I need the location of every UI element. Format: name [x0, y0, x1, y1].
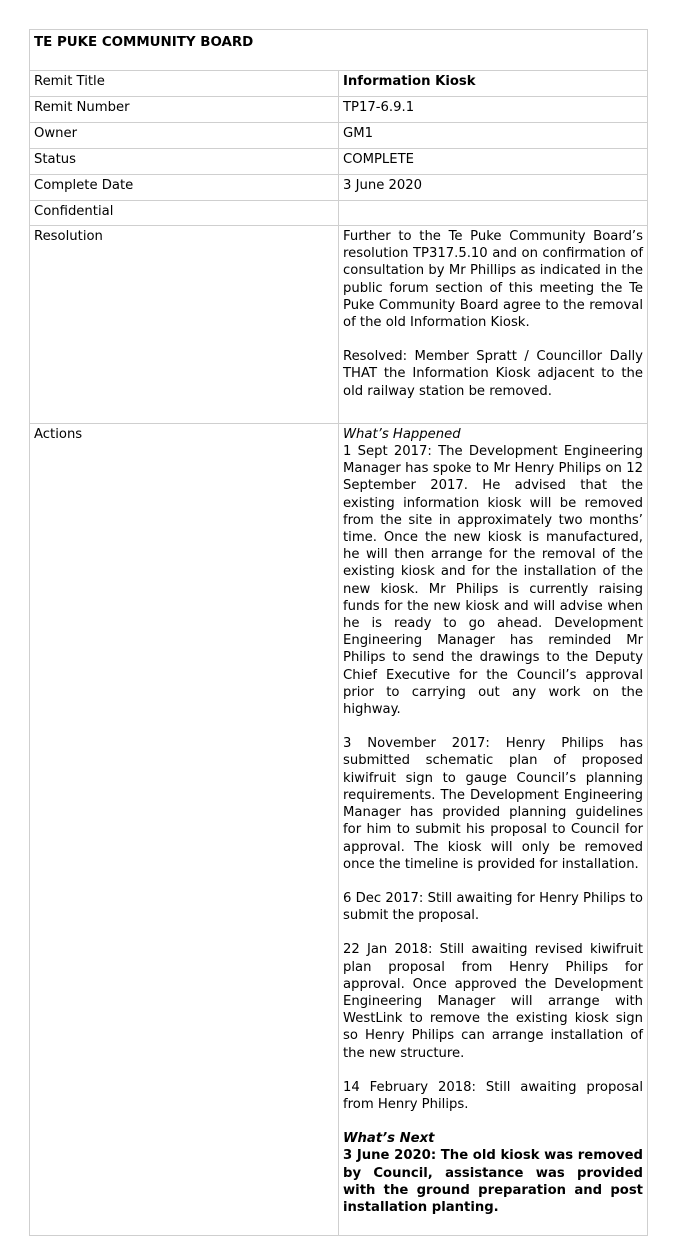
whats-happened-heading: What’s Happened — [343, 426, 461, 442]
owner-value: GM1 — [339, 123, 648, 149]
complete-date-label: Complete Date — [30, 175, 339, 201]
confidential-label: Confidential — [30, 201, 339, 226]
resolution-label: Resolution — [30, 226, 339, 424]
complete-date-value: 3 June 2020 — [339, 175, 648, 201]
remit-title-label: Remit Title — [30, 71, 339, 97]
action-entry: 6 Dec 2017: Still awaiting for Henry Philips to submit the proposal. — [343, 890, 643, 924]
resolution-paragraph-1: Further to the Te Puke Community Board’s resolution TP317.5.10 and on confirmation of consultation by Mr Phillips as indicated in the public forum section of this meeting the Te Puke Community Board agree to the removal of the old Information Kiosk. — [343, 229, 643, 331]
owner-label: Owner — [30, 123, 339, 149]
action-entry: 3 November 2017: Henry Philips has submitted schematic plan of proposed kiwifruit sign to gauge Council’s planning requirements. The Development Engineering Manager has provided planning guidelines for him to submit his proposal to Council for approval. The kiosk will only be removed once the timeline is provided for installation. — [343, 736, 643, 872]
remit-table — [29, 29, 648, 1236]
resolution-paragraph-2: Resolved: Member Spratt / Councillor Dally THAT the Information Kiosk adjacent to the old railway station be removed. — [343, 349, 643, 399]
action-entry: 14 February 2018: Still awaiting proposal from Henry Philips. — [343, 1079, 643, 1112]
remit-number-value: TP17-6.9.1 — [339, 97, 648, 123]
status-value: COMPLETE — [339, 149, 648, 175]
action-entry: 22 Jan 2018: Still awaiting revised kiwifruit plan proposal from Henry Philips for approval. Once approved the Development Engineering Manager will arrange with WestLink to remove the existing kiosk sign so Henry Philips can arrange installation of the new structure. — [343, 942, 643, 1061]
actions-cell — [339, 423, 648, 1235]
confidential-value — [339, 201, 648, 226]
whats-next-text: 3 June 2020: The old kiosk was removed by Council, assistance was provided with the ground preparation and post installation planting. — [343, 1148, 643, 1215]
actions-label: Actions — [30, 423, 339, 1235]
board-title: TE PUKE COMMUNITY BOARD — [30, 30, 648, 71]
remit-title-value: Information Kiosk — [339, 71, 648, 97]
action-entry: 1 Sept 2017: The Development Engineering Manager has spoke to Mr Henry Philips on 12 September 2017. He advised that the existing information kiosk will be removed from the site in approximately two months’ time. Once the new kiosk is manufactured, he will then arrange for the removal of the existing kiosk and for the installation of the new kiosk. Mr Philips is currently raising funds for the new kiosk and will advise when he is ready to go ahead. Development Engineering Manager has reminded Mr Philips to send the drawings to the Deputy Chief Executive for the Council’s approval prior to carrying out any work on the highway. — [343, 444, 643, 718]
whats-next-heading: What’s Next — [343, 1131, 435, 1147]
status-label: Status — [30, 149, 339, 175]
resolution-cell — [339, 226, 648, 424]
remit-number-label: Remit Number — [30, 97, 339, 123]
